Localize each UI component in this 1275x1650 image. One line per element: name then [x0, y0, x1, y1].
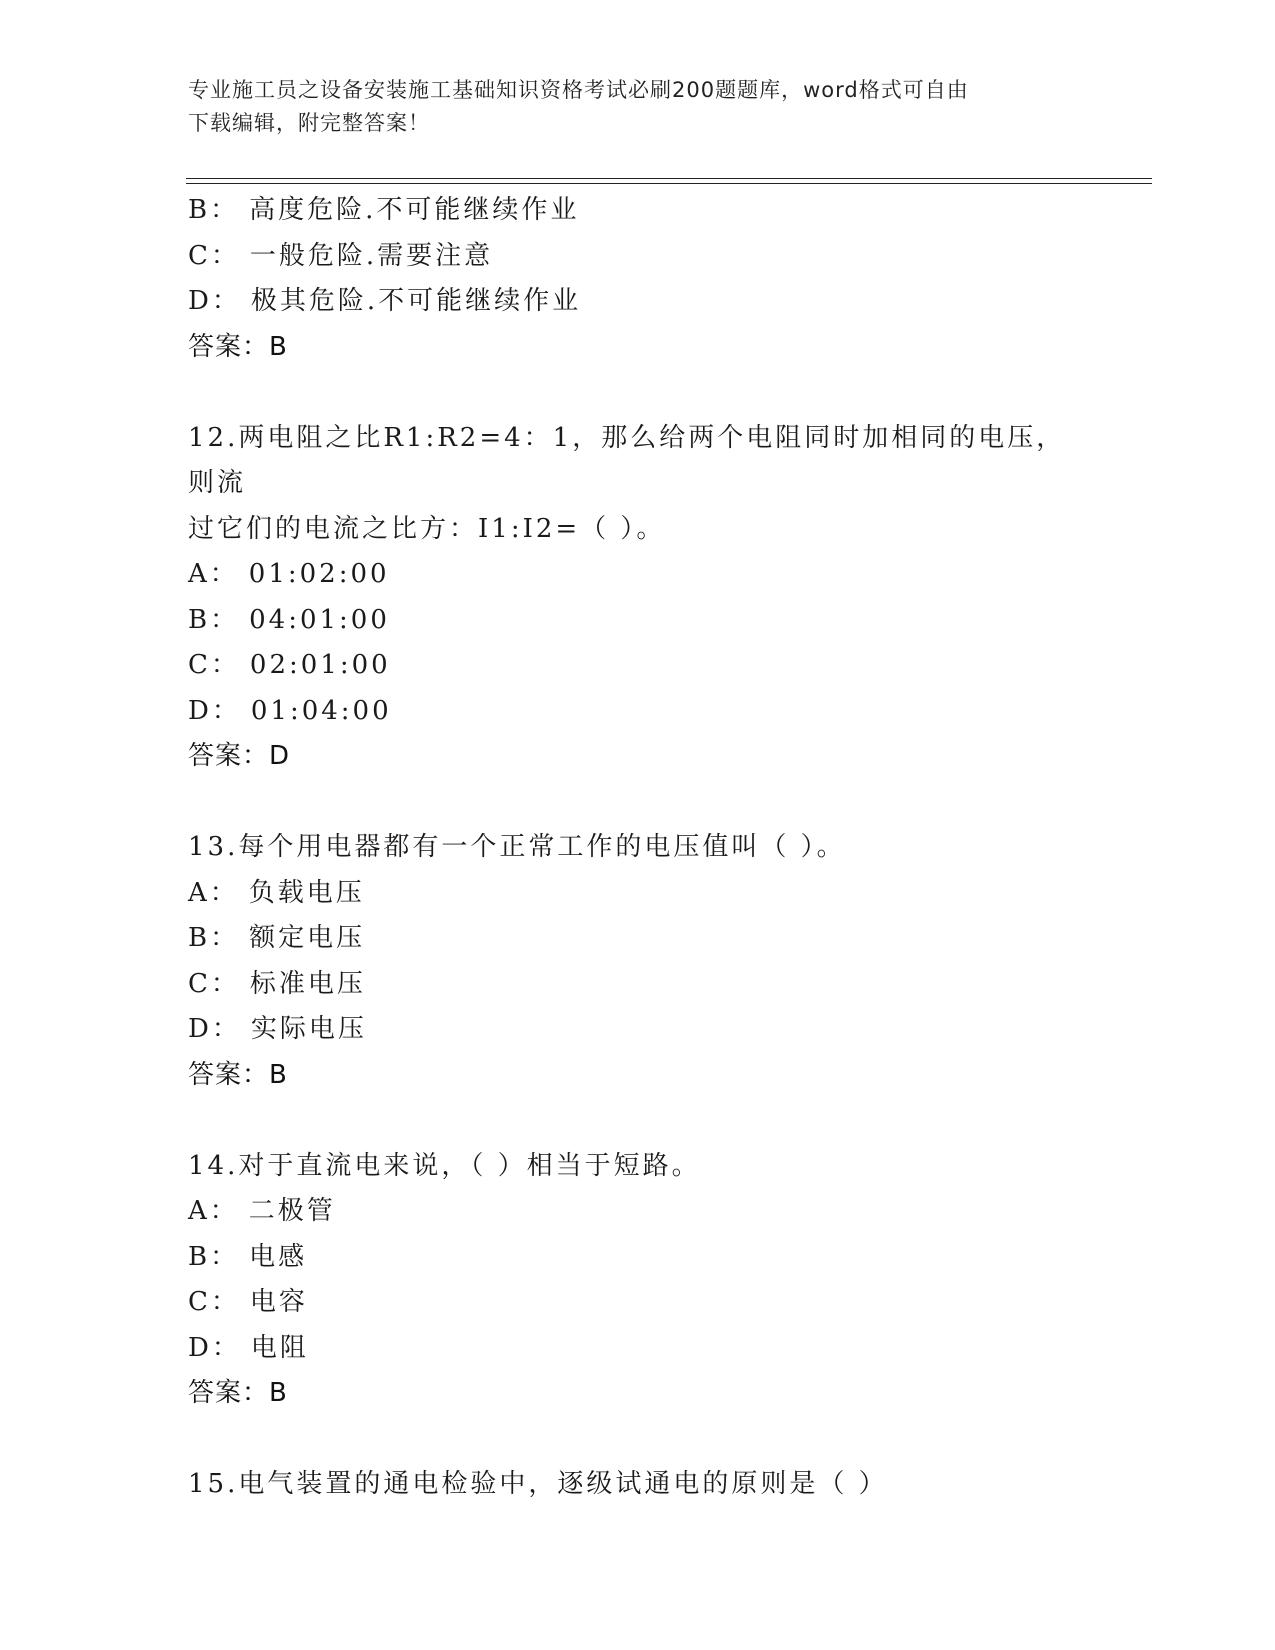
option-text: 额定电压 — [249, 923, 366, 953]
option-row — [188, 689, 1148, 735]
option-text: 01:04:00 — [250, 695, 392, 726]
spacer — [188, 370, 1148, 416]
option-text: 实际电压 — [250, 1014, 367, 1044]
option-text: 标准电压 — [249, 968, 366, 999]
question-stem-line: 15.电气装置的通电检验中，逐级试通电的原则是（ ） — [188, 1469, 888, 1499]
question-13 — [188, 825, 1148, 1098]
option-row — [188, 1189, 1148, 1235]
option-label: B： — [188, 195, 240, 225]
option-row — [188, 552, 1148, 598]
option-label: D： — [188, 286, 241, 316]
option-label: C： — [188, 1287, 240, 1317]
option-text: 电阻 — [250, 1332, 309, 1363]
option-row — [188, 1007, 1148, 1053]
option-row — [188, 962, 1148, 1008]
option-text: 电感 — [249, 1241, 308, 1272]
question-stem-line: 过它们的电流之比方：I1:I2=（ ）。 — [188, 513, 666, 544]
spacer — [188, 780, 1148, 826]
option-row — [188, 234, 1148, 280]
question-14 — [188, 1144, 1148, 1417]
option-label: D： — [188, 1014, 241, 1044]
option-label: B： — [188, 604, 240, 635]
option-row — [188, 1235, 1148, 1281]
option-label: D： — [188, 1332, 241, 1363]
option-row — [188, 916, 1148, 962]
spacer — [188, 1417, 1148, 1463]
option-label: C： — [188, 240, 240, 271]
option-label: C： — [188, 968, 240, 999]
question-stem-line: 13.每个用电器都有一个正常工作的电压值叫（ ）。 — [188, 832, 846, 862]
answer-line: 答案：B — [188, 331, 288, 362]
document-header — [188, 74, 1068, 140]
option-row — [188, 1326, 1148, 1372]
option-row — [188, 643, 1148, 689]
option-text: 04:01:00 — [249, 604, 390, 635]
question-stem-line: 14.对于直流电来说，（ ）相当于短路。 — [188, 1150, 701, 1181]
option-label: B： — [188, 1241, 240, 1272]
option-text: 电容 — [249, 1287, 308, 1317]
question-15 — [188, 1462, 1148, 1508]
option-label: D： — [188, 695, 241, 726]
header-line-1: 专业施工员之设备安装施工基础知识资格考试必刷200题题库，word格式可自由 — [188, 78, 969, 102]
question-11-continued — [188, 188, 1148, 370]
question-stem-line: 12.两电阻之比R1:R2=4：1，那么给两个电阻同时加相同的电压，则流 — [188, 422, 1066, 498]
option-text: 二极管 — [248, 1196, 336, 1226]
option-row — [188, 598, 1148, 644]
header-divider-bottom — [186, 183, 1152, 184]
spacer — [188, 1098, 1148, 1144]
option-label: B： — [188, 923, 240, 953]
option-row — [188, 1280, 1148, 1326]
option-row — [188, 279, 1148, 325]
option-label: A： — [188, 559, 239, 589]
option-row — [188, 188, 1148, 234]
answer-line: 答案：D — [188, 741, 291, 771]
question-12 — [188, 416, 1148, 780]
option-label: C： — [188, 650, 240, 680]
answer-line: 答案：B — [188, 1378, 288, 1408]
option-text: 极其危险.不可能继续作业 — [250, 286, 582, 316]
option-text: 负载电压 — [248, 877, 365, 908]
question-list — [188, 188, 1148, 1508]
option-text: 01:02:00 — [248, 559, 390, 589]
option-label: A： — [188, 877, 239, 908]
header-line-2: 下载编辑，附完整答案！ — [188, 111, 430, 135]
option-label: A： — [188, 1196, 239, 1226]
option-text: 02:01:00 — [249, 650, 391, 680]
header-divider-top — [186, 178, 1152, 179]
option-row — [188, 871, 1148, 917]
option-text: 一般危险.需要注意 — [249, 240, 494, 271]
option-text: 高度危险.不可能继续作业 — [249, 195, 580, 225]
answer-line: 答案：B — [188, 1059, 288, 1090]
